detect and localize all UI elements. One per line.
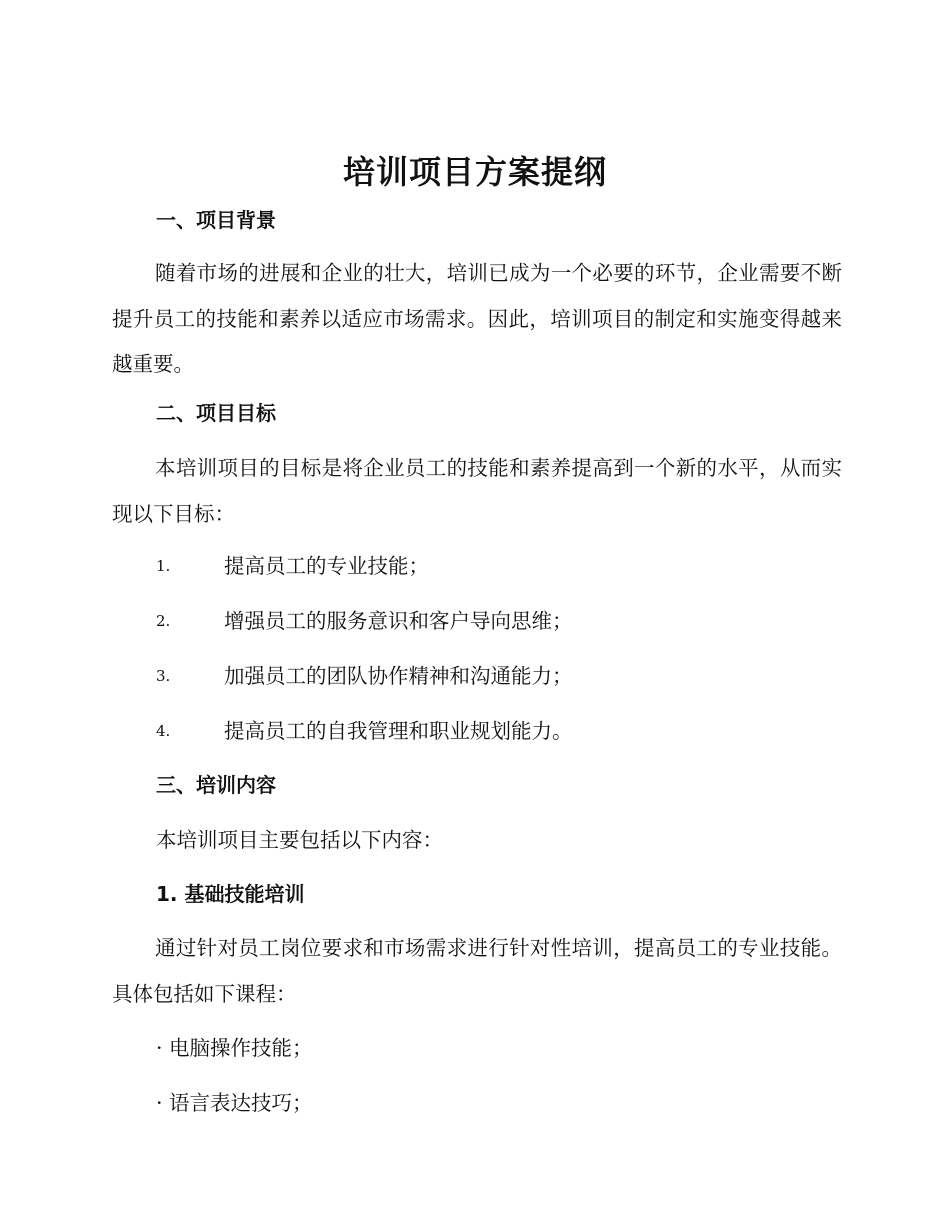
document-title: 培训项目方案提纲	[342, 153, 607, 191]
list-item-text: 加强员工的团队协作精神和沟通能力；	[224, 664, 573, 688]
background-paragraph: 随着市场的进展和企业的壮大，培训已成为一个必要的环节，企业需要不断提升员工的技能和素养以适应市场需求。因此，培训项目的制定和实施变得越来越重要。	[112, 261, 842, 376]
section-heading-goals: 二、项目目标	[156, 401, 276, 425]
list-item-number: 1.	[156, 557, 171, 575]
list-item: · 电脑操作技能；	[156, 1036, 313, 1060]
list-item-text: 提高员工的专业技能；	[224, 554, 429, 578]
list-item-text: 增强员工的服务意识和客户导向思维；	[224, 609, 573, 633]
list-item-text: 提高员工的自我管理和职业规划能力。	[224, 719, 573, 743]
subsection-heading-basic-skills: 1. 基础技能培训	[156, 882, 305, 906]
basic-skills-paragraph: 通过针对员工岗位要求和市场需求进行针对性培训，提高员工的专业技能。具体包括如下课程：	[112, 936, 842, 1006]
goals-paragraph: 本培训项目的目标是将企业员工的技能和素养提高到一个新的水平，从而实现以下目标：	[112, 456, 842, 526]
section-heading-content: 三、培训内容	[156, 773, 276, 797]
section-heading-background: 一、项目背景	[156, 208, 276, 232]
list-item-number: 4.	[156, 722, 171, 740]
list-item: · 语言表达技巧；	[156, 1091, 313, 1115]
content-intro: 本培训项目主要包括以下内容：	[156, 828, 443, 852]
list-item-number: 2.	[156, 612, 171, 630]
list-item-number: 3.	[156, 667, 171, 685]
